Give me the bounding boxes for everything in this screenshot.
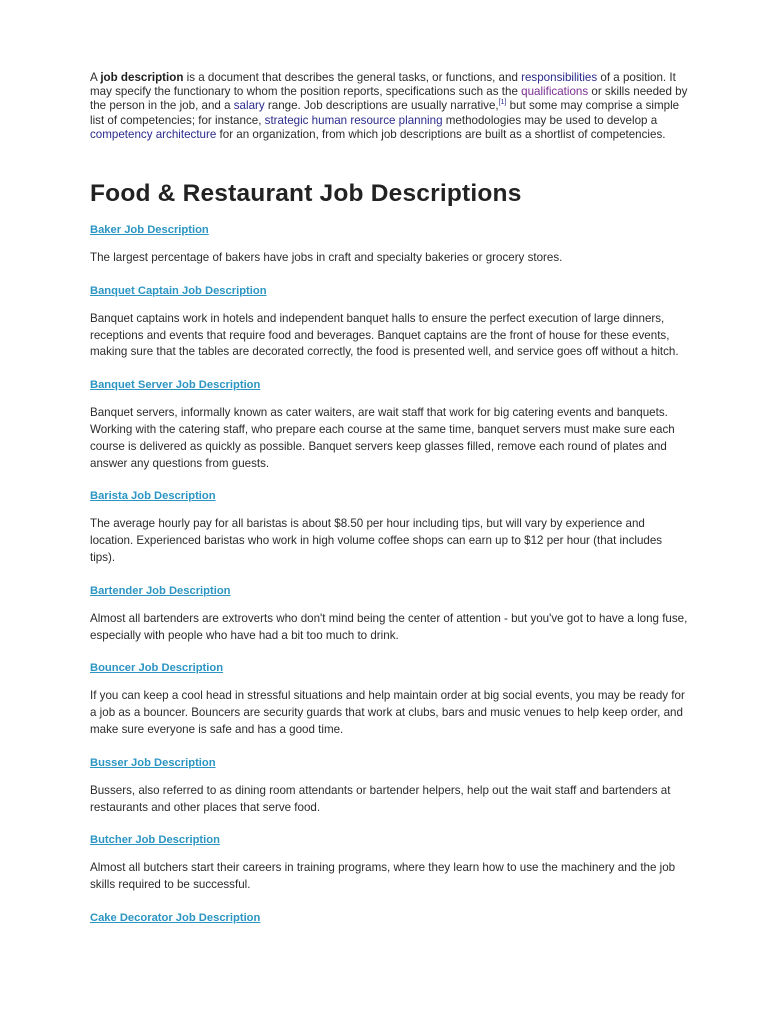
job-description-text: The average hourly pay for all baristas is about $8.50 per hour including tips, but will vary by experience and location. Experienced baristas who work in high volume coffee shops can earn up to $12 per hour (that includes tips). [90,517,663,564]
intro-bold-term: job description [100,71,184,84]
intro-text: or skills needed by the person in the job, and a [90,85,688,113]
intro-text: but some may comprise a simple list of competencies; for instance, [90,99,680,127]
job-description-text: The largest percentage of bakers have jobs in craft and specialty bakeries or grocery stores. [90,251,563,265]
salary-link[interactable]: salary [233,99,265,113]
job-link-banquet-server[interactable]: Banquet Server Job Description [90,379,261,392]
job-link-baker[interactable]: Baker Job Description [90,224,209,237]
list-item [90,486,688,566]
job-description-text: Banquet servers, informally known as cater waiters, are wait staff that work for big catering events and banquets. Working with the catering staff, who prepare each course at the same time, banquet servers must make sure each course is delivered as quickly as possible. Banquet servers keep glasses filled, remove each round of plates and answer any questions from guests. [90,406,675,470]
job-link-bartender[interactable]: Bartender Job Description [90,584,231,597]
list-item [90,908,688,926]
reference-superscript[interactable]: [1] [498,99,507,107]
qualifications-link[interactable]: qualifications [521,85,589,99]
job-description-text: Almost all bartenders are extroverts who don't mind being the center of attention - but you've got to have a long fuse, especially with people who have had a bit too much to drink. [90,611,688,642]
intro-text: is a document that describes the general tasks, or functions, and [183,71,522,84]
job-link-busser[interactable]: Busser Job Description [90,756,216,769]
job-description-text: Bussers, also referred to as dining room attendants or bartender helpers, help out the wait staff and bartenders at restaurants and other places that serve food. [90,783,671,814]
list-item [90,375,688,472]
competency-architecture-link[interactable]: competency architecture [90,127,217,141]
intro-text: methodologies may be used to develop a [442,113,658,127]
intro-text: range. Job descriptions are usually narrative, [264,99,499,113]
intro-paragraph [90,71,688,142]
job-link-bouncer[interactable]: Bouncer Job Description [90,662,224,675]
job-description-text: If you can keep a cool head in stressful situations and help maintain order at big social events, you may be ready for a job as a bouncer. Bouncers are security guards that work at clubs, bars and music venues to help keep order, and make sure everyone is safe and has a good time. [90,689,685,736]
list-item [90,581,688,645]
job-list [90,220,688,926]
responsibilities-link[interactable]: responsibilities [521,71,598,84]
intro-text: of a position. It may specify the functionary to whom the position reports, specifications such as the [90,71,676,99]
list-item [90,658,688,738]
list-item [90,220,688,267]
job-link-butcher[interactable]: Butcher Job Description [90,834,220,847]
page-title: Food & Restaurant Job Descriptions [90,180,522,208]
job-description-text: Almost all butchers start their careers in training programs, where they learn how to use the machinery and the job skills required to be successful. [90,861,676,892]
list-item [90,753,688,817]
strategic-hr-planning-link[interactable]: strategic human resource planning [264,113,443,127]
job-link-barista[interactable]: Barista Job Description [90,490,216,503]
job-link-banquet-captain[interactable]: Banquet Captain Job Description [90,284,267,297]
job-link-cake-decorator[interactable]: Cake Decorator Job Description [90,911,261,924]
list-item [90,830,688,894]
intro-text: for an organization, from which job descriptions are built as a shortlist of competencies. [216,127,666,141]
job-description-text: Banquet captains work in hotels and independent banquet halls to ensure the perfect execution of large dinners, receptions and events that require food and beverages. Banquet captains are the front of house for these events, making sure that the tables are decorated correctly, the food is presented well, and service goes off without a hitch. [90,311,679,359]
list-item [90,281,688,361]
intro-text: A [90,71,101,84]
